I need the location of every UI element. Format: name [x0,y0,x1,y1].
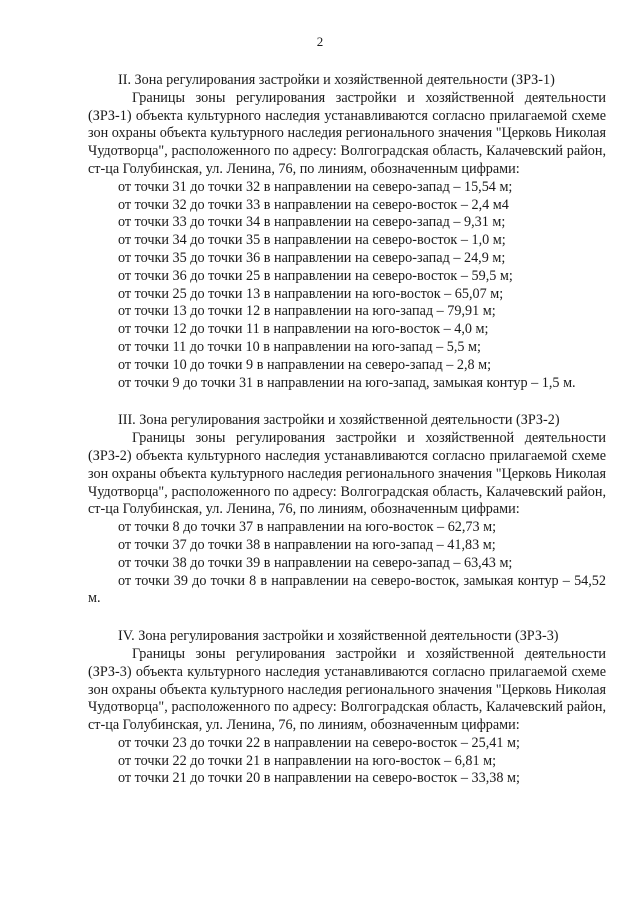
boundary-item: от точки 25 до точки 13 в направлении на юго-восток – 65,07 м; [118,285,504,302]
section-paragraph: Границы зоны регулирования застройки и хозяйственной деятельности (ЗРЗ-1) объекта культурного наследия устанавливаются согласно прилагаемой схеме зон охраны объекта культурного наследия регионального значения "Церковь Николая Чудотворца", расположенного по адресу: Волгоградская область, Калачевский район, ст-ца Голубинская, ул. Ленина, 76, по линиям, обозначенным цифрами: [88,89,606,177]
boundary-item: от точки 23 до точки 22 в направлении на северо-восток – 25,41 м; [118,734,520,751]
boundary-item: от точки 35 до точки 36 в направлении на северо-запад – 24,9 м; [118,249,506,266]
boundary-item: от точки 32 до точки 33 в направлении на северо-восток – 2,4 м4 [118,196,509,213]
page-number: 2 [316,34,324,49]
boundary-item: от точки 13 до точки 12 в направлении на юго-запад – 79,91 м; [118,303,496,320]
boundary-item: от точки 34 до точки 35 в направлении на северо-восток – 1,0 м; [118,232,506,249]
document-body [88,72,606,808]
section-zrz-3 [88,628,606,788]
section-heading: II. Зона регулирования застройки и хозяйственной деятельности (ЗРЗ-1) [118,72,555,88]
boundary-item: от точки 37 до точки 38 в направлении на юго-запад – 41,83 м; [118,536,496,553]
boundary-item: от точки 10 до точки 9 в направлении на северо-запад – 2,8 м; [118,356,492,373]
section-heading: III. Зона регулирования застройки и хозяйственной деятельности (ЗРЗ-2) [118,412,560,429]
section-paragraph: Границы зоны регулирования застройки и хозяйственной деятельности (ЗРЗ-3) объекта культурного наследия устанавливаются согласно прилагаемой схеме зон охраны объекта культурного наследия регионального значения "Церковь Николая Чудотворца", расположенного по адресу: Волгоградская область, Калачевский район, ст-ца Голубинская, ул. Ленина, 76, по линиям, обозначенным цифрами: [88,645,606,734]
boundary-item: от точки 22 до точки 21 в направлении на юго-восток – 6,81 м; [118,752,497,769]
boundary-item: от точки 33 до точки 34 в направлении на северо-запад – 9,31 м; [118,214,506,231]
boundary-item: от точки 21 до точки 20 в направлении на северо-восток – 33,38 м; [118,770,520,787]
boundary-closing-item: от точки 39 до точки 8 в направлении на северо-восток, замыкая контур – 54,52 м. [88,572,606,607]
section-paragraph: Границы зоны регулирования застройки и хозяйственной деятельности (ЗРЗ-2) объекта культурного наследия устанавливаются согласно прилагаемой схеме зон охраны объекта культурного наследия регионального значения "Церковь Николая Чудотворца", расположенного по адресу: Волгоградская область, Калачевский район, ст-ца Голубинская, ул. Ленина, 76, по линиям, обозначенным цифрами: [88,430,606,518]
boundary-item: от точки 12 до точки 11 в направлении на юго-восток – 4,0 м; [118,321,489,338]
boundary-item: от точки 38 до точки 39 в направлении на северо-запад – 63,43 м; [118,554,513,571]
boundary-item: от точки 31 до точки 32 в направлении на северо-запад – 15,54 м; [118,178,513,195]
boundary-closing-item: от точки 9 до точки 31 в направлении на юго-запад, замыкая контур – 1,5 м. [118,374,576,391]
boundary-item: от точки 8 до точки 37 в направлении на юго-восток – 62,73 м; [118,519,497,536]
section-zrz-2 [88,412,606,608]
boundary-item: от точки 36 до точки 25 в направлении на северо-восток – 59,5 м; [118,267,513,284]
boundary-item: от точки 11 до точки 10 в направлении на юго-запад – 5,5 м; [118,338,481,355]
section-heading: IV. Зона регулирования застройки и хозяйственной деятельности (ЗРЗ-3) [118,628,559,645]
section-zrz-1 [88,72,606,392]
